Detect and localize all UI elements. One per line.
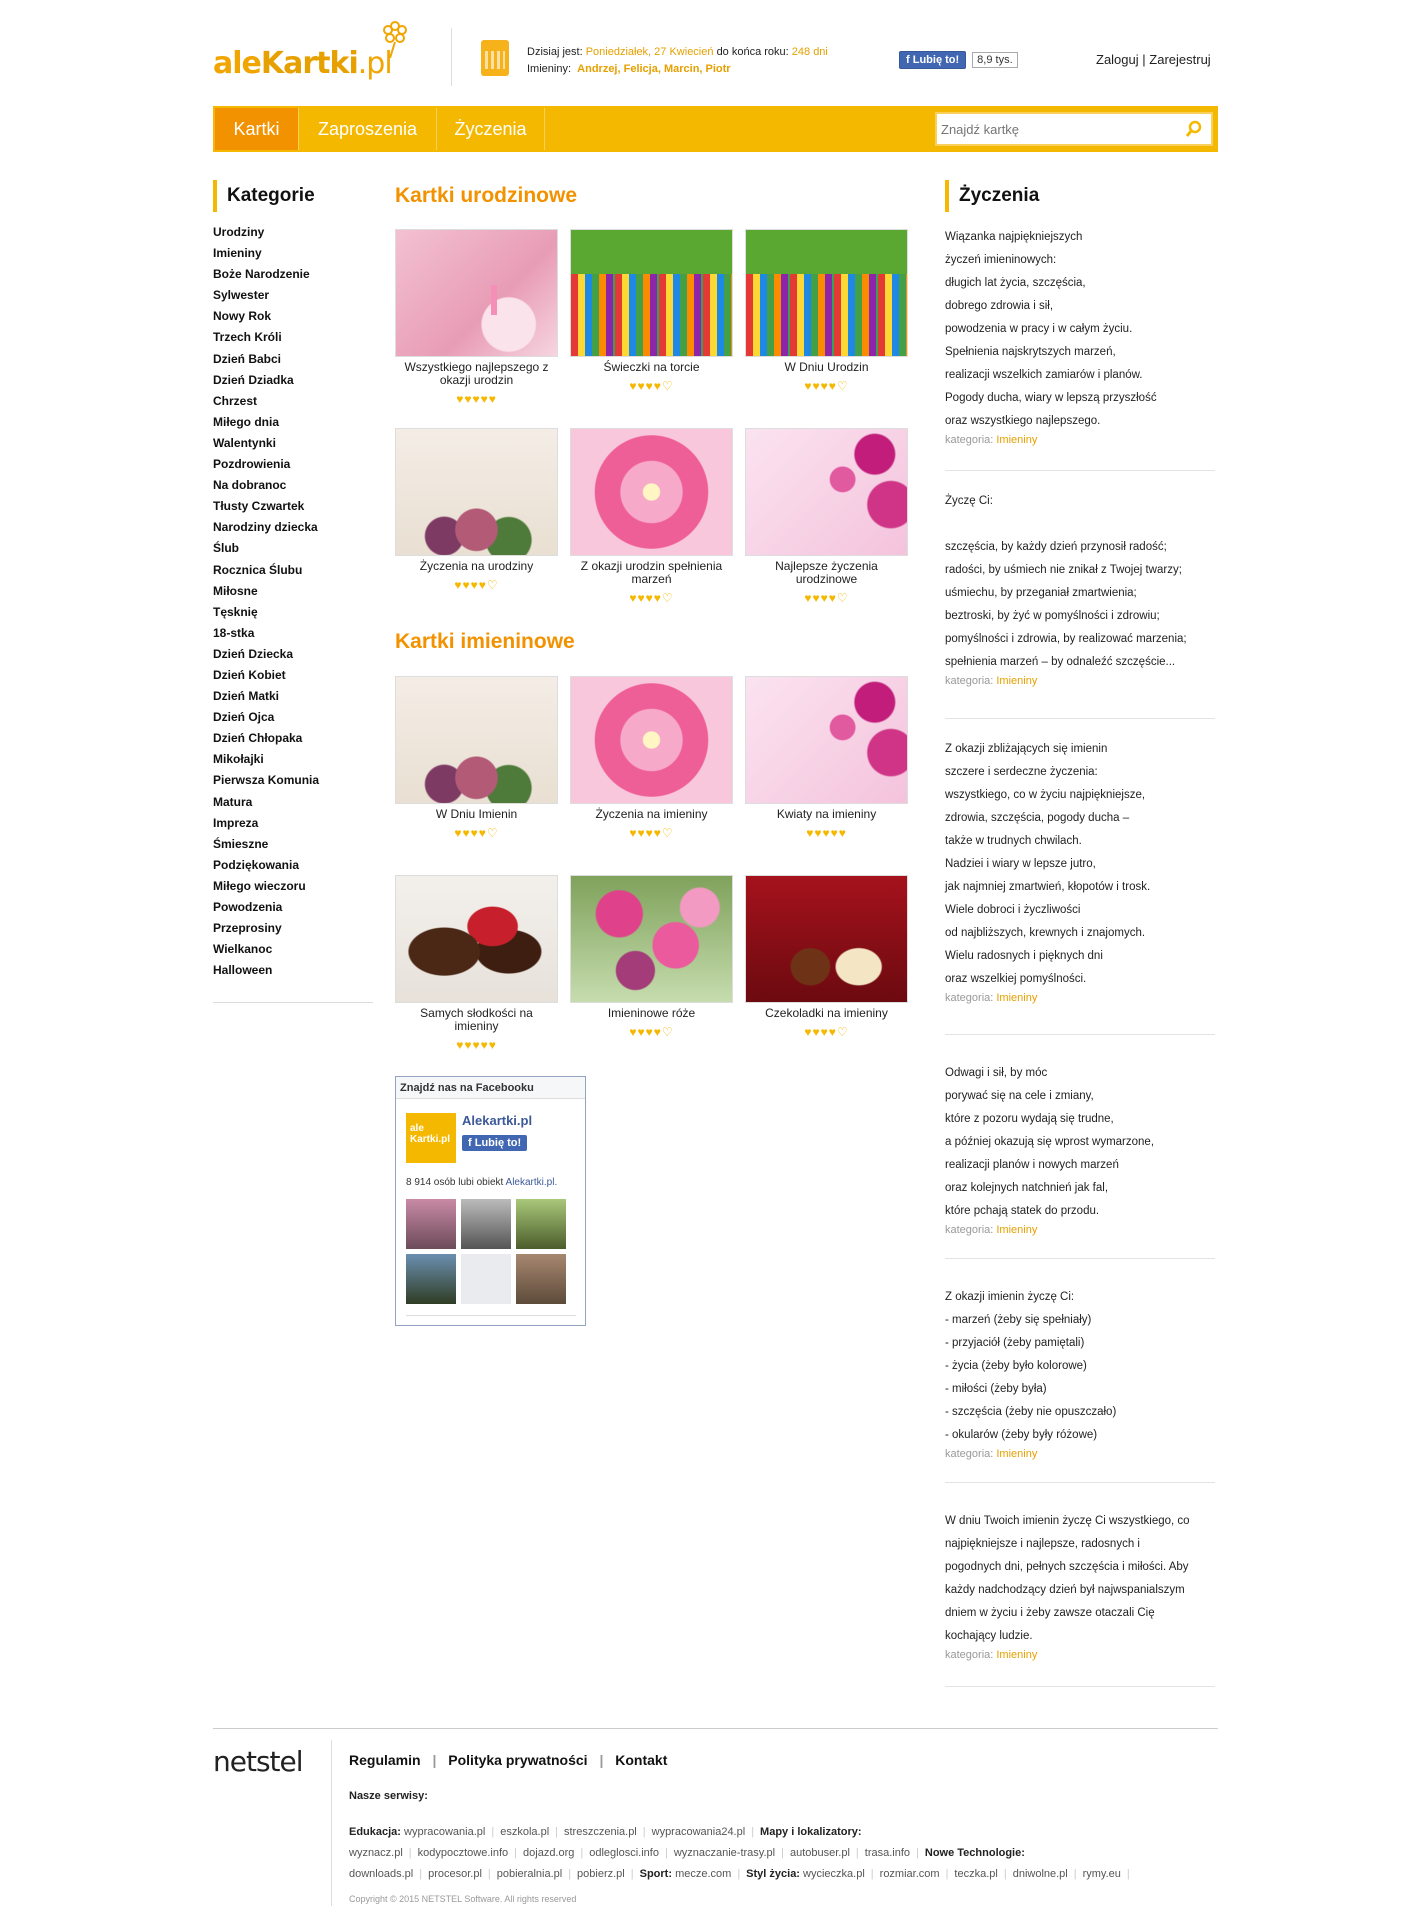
service-link[interactable]: mecze.com [675,1868,732,1880]
category-item[interactable]: Dzień Chłopaka [213,731,303,746]
rating-hearts: ♥♥♥♥♥ [456,1038,497,1052]
category-item[interactable]: Rocznica Ślubu [213,562,303,577]
category-item[interactable]: Boże Narodzenie [213,267,310,282]
card-thumbnail[interactable] [570,676,733,804]
wish-item [945,1286,1215,1461]
wish-line: powodzenia w pracy i w całym życiu. [945,323,1133,335]
category-item[interactable]: Miłego wieczoru [213,878,306,893]
service-link[interactable]: dojazd.org [523,1847,575,1859]
card-thumbnail[interactable] [570,875,733,1003]
categories-title: Kategorie [213,180,315,212]
flower-icon [378,18,412,58]
service-link[interactable]: pobieralnia.pl [496,1868,563,1880]
page-avatar[interactable]: ale Kartki.pl [406,1113,456,1163]
service-link[interactable]: odleglosci.info [589,1847,659,1859]
section-title-nameday: Kartki imieninowe [395,630,575,653]
service-link[interactable]: kodypocztowe.info [417,1847,509,1859]
card-thumbnail[interactable] [745,428,908,556]
wish-category: kategoria: Imieniny [945,1448,1038,1460]
wish-line: Wiązanka najpiękniejszych [945,231,1083,243]
wish-category-link[interactable]: Imieniny [996,434,1038,446]
wish-category: kategoria: Imieniny [945,434,1038,446]
card-thumbnail[interactable] [570,229,733,357]
category-item[interactable]: Tłusty Czwartek [213,499,305,514]
card-thumbnail[interactable] [745,676,908,804]
date-info: Dzisiaj jest: Poniedziałek, 27 Kwiecień do końca roku: 248 dni Imieniny: Andrzej, Felicja, Marcin, Piotr [527,46,828,75]
wish-line: beztroski, by żyć w pomyślności i zdrowiu; [945,610,1160,622]
rating-hearts: ♥♥♥♥♥ [456,392,497,406]
logo-text: aleKartki.pl [213,46,392,81]
card-caption[interactable]: Imieninowe róże [607,1006,696,1020]
wish-category-link[interactable]: Imieniny [996,1649,1038,1661]
facebook-icon: f [906,54,913,66]
card-thumbnail[interactable] [745,229,908,357]
fan-avatar[interactable] [406,1199,456,1249]
contact-link[interactable]: Kontakt [615,1752,668,1768]
category-item[interactable]: Nowy Rok [213,309,272,324]
card-item[interactable] [395,875,558,1052]
services-title: Nasze serwisy: [349,1790,428,1802]
category-item[interactable]: Miłego dnia [213,414,279,429]
search-box [935,112,1213,146]
wish-line: Z okazji zbliżających się imienin [945,743,1108,755]
facebook-like-button[interactable]: f Lubię to! [899,51,966,69]
wish-line: Życzę Ci: [945,495,993,507]
card-item[interactable] [395,229,558,406]
service-link[interactable]: downloads.pl [349,1868,414,1880]
wish-category-link[interactable]: Imieniny [996,675,1038,687]
card-item[interactable] [745,428,908,605]
category-item[interactable]: Podziękowania [213,857,300,872]
site-logo[interactable] [213,18,433,82]
footer-links: Regulamin | Polityka prywatności | Kontakt [349,1752,668,1768]
service-link[interactable]: dniwolne.pl [1012,1868,1068,1880]
wish-divider [945,1034,1215,1035]
page-link[interactable]: Alekartki.pl. [505,1177,558,1188]
card-caption[interactable]: Świeczki na torcie [603,360,700,374]
wish-line: spełnienia marzeń – by odnaleźć szczęście... [945,656,1176,668]
card-caption[interactable]: Samych słodkości na imieniny [420,1006,533,1033]
wish-line: - życia (żeby było kolorowe) [945,1360,1087,1372]
service-link[interactable]: wypracowania24.pl [651,1826,746,1838]
tab-kartki[interactable]: Kartki [215,108,299,150]
card-caption[interactable]: Życzenia na urodziny [419,559,534,573]
card-thumbnail[interactable] [395,875,558,1003]
facebook-like-widget[interactable] [899,50,1018,70]
wish-line: oraz wszystkiego najlepszego. [945,415,1101,427]
netstel-logo[interactable]: netstel [213,1745,303,1778]
rating-hearts: ♥♥♥♥♡ [804,1025,849,1039]
wish-category: kategoria: Imieniny [945,1224,1038,1236]
wishes-title: Życzenia [945,180,1039,212]
category-item[interactable]: Dzień Babci [213,351,282,366]
card-thumbnail[interactable] [745,875,908,1003]
wish-category-link[interactable]: Imieniny [996,1224,1038,1236]
wish-line: - miłości (żeby była) [945,1383,1047,1395]
category-item[interactable]: Chrzest [213,393,258,408]
category-item[interactable]: Dzień Dziecka [213,646,294,661]
wish-line: oraz kolejnych natchnień jak fal, [945,1182,1109,1194]
wish-line: Nadziei i wiary w lepsze jutro, [945,858,1096,870]
wish-line: - okularów (żeby były różowe) [945,1429,1098,1441]
card-item[interactable] [570,875,733,1039]
category-item[interactable]: Dzień Dziadka [213,372,294,387]
category-item[interactable]: Na dobranoc [213,478,287,493]
tab-zyczenia[interactable]: Życzenia [437,108,545,150]
wish-line: najpiękniejsze i najlepsze, radosnych i [945,1538,1140,1550]
fan-avatar[interactable] [406,1254,456,1304]
category-item[interactable]: Impreza [213,815,259,830]
wish-line: Pogody ducha, wiary w lepszą przyszłość [945,392,1157,404]
category-item[interactable]: Powodzenia [213,900,283,914]
wish-divider [945,1482,1215,1483]
service-link[interactable]: wypracowania.pl [404,1826,486,1838]
regulamin-link[interactable]: Regulamin [349,1752,421,1768]
wish-item [945,226,1215,447]
wish-line: od najbliższych, krewnych i znajomych. [945,927,1146,939]
wish-line: oraz wszelkiej pomyślności. [945,973,1087,985]
card-caption[interactable]: Z okazji urodzin spełnienia marzeń [580,559,723,586]
wish-category: kategoria: Imieniny [945,1649,1038,1661]
category-item[interactable]: Pozdrowienia [213,457,291,472]
wish-line: pomyślności i zdrowia, by realizować marzenia; [945,633,1187,645]
wish-line: realizacji planów i nowych marzeń [945,1159,1119,1171]
wish-line: pogodnych dni, pełnych szczęścia i miłości. Aby [945,1561,1189,1573]
card-caption[interactable]: Wszystkiego najlepszego z okazji urodzin [404,360,549,387]
category-item[interactable]: 18-stka [213,625,255,640]
wish-line: także w trudnych chwilach. [945,835,1082,847]
wish-divider [945,470,1215,471]
service-link[interactable]: eszkola.pl [500,1826,550,1838]
register-link[interactable]: Zarejestruj [1149,52,1211,67]
service-link[interactable]: autobuser.pl [789,1847,850,1859]
card-thumbnail[interactable] [570,428,733,556]
wish-line: - marzeń (żeby się spełniały) [945,1314,1092,1326]
category-item[interactable]: Wielkanoc [213,942,273,957]
service-link[interactable]: wycieczka.pl [803,1868,865,1880]
category-item[interactable]: Miłosne [213,583,258,598]
card-thumbnail[interactable] [395,229,558,357]
card-item[interactable] [745,676,908,840]
service-group-label: Sport: [639,1868,672,1880]
wish-category: kategoria: Imieniny [945,992,1038,1004]
category-item[interactable]: Śmieszne [213,836,269,851]
card-caption[interactable]: Najlepsze życzenia urodzinowe [775,559,878,586]
service-link[interactable]: wyznacz.pl [349,1847,403,1859]
wish-line: Wiele dobroci i życzliwości [945,904,1081,916]
service-link[interactable]: trasa.info [864,1847,911,1859]
main-nav [213,106,1218,152]
fan-avatar[interactable] [461,1199,511,1249]
wish-item [945,1062,1215,1237]
wish-line [945,513,1215,536]
facebook-box-like-button[interactable]: f Lubię to! [462,1135,527,1151]
copyright: Copyright © 2015 NETSTEL Software. All rights reserved [349,1894,577,1904]
category-item[interactable]: Dzień Ojca [213,710,275,725]
page-name-link[interactable]: Alekartki.pl [462,1113,533,1128]
wish-line: uśmiechu, by przeganiał zmartwienia; [945,587,1137,599]
card-caption[interactable]: W Dniu Imienin [435,807,518,821]
category-item[interactable]: Mikołajki [213,752,264,767]
wish-line: Odwagi i sił, by móc [945,1067,1048,1079]
service-link[interactable]: rymy.eu [1082,1868,1121,1880]
category-item[interactable]: Pierwsza Komunia [213,773,320,788]
card-thumbnail[interactable] [395,428,558,556]
wish-divider [945,1258,1215,1259]
card-item[interactable] [745,229,908,393]
card-item[interactable] [570,428,733,605]
service-group-label: Mapy i lokalizatory: [760,1826,862,1838]
category-item[interactable]: Dzień Kobiet [213,667,286,682]
rating-hearts: ♥♥♥♥♡ [629,379,674,393]
wish-line: W dniu Twoich imienin życzę Ci wszystkiego, co [945,1515,1190,1527]
auth-links: Zaloguj | Zarejestruj [1096,52,1211,67]
sidebar-divider [213,1002,373,1003]
wish-line: które z pozoru wydają się trudne, [945,1113,1114,1125]
category-item[interactable]: Urodziny [213,225,265,239]
category-item[interactable]: Imieniny [213,246,262,261]
category-item[interactable]: Sylwester [213,288,270,303]
service-group-label: Nowe Technologie: [924,1847,1025,1859]
card-caption[interactable]: Czekoladki na imieniny [765,1006,888,1020]
wish-divider [945,1686,1215,1687]
service-link[interactable]: rozmiar.com [879,1868,940,1880]
wish-line: wszystkiego, co w życiu najpiękniejsze, [945,789,1146,801]
card-item[interactable] [570,676,733,840]
wish-line: a później okazują się wprost wymarzone, [945,1136,1155,1148]
category-item[interactable]: Narodziny dziecka [213,520,318,535]
wish-item [945,1510,1215,1662]
facebook-like-count: 8,9 tys. [972,52,1017,68]
rating-hearts: ♥♥♥♥♡ [629,1025,674,1039]
wish-line: Wielu radosnych i pięknych dni [945,950,1103,962]
footer-vertical-divider [331,1740,332,1906]
wish-line: jak najmniej zmartwień, kłopotów i trosk. [945,881,1151,893]
wish-line: realizacji wszelkich zamiarów i planów. [945,369,1143,381]
wish-line: szczere i serdeczne życzenia: [945,766,1098,778]
services-list: Edukacja: wypracowania.pl | eszkola.pl | streszczenia.pl | wypracowania24.pl | Mapy i lokalizatory: wyznacz.pl | kodypocztowe.info | dojazd.org | odleglosci.info | wyznaczanie-trasy.pl | autobuser.pl | trasa.info | Nowe Technologie: downloads.pl | procesor.pl | pobieralnia.pl | pobierz.pl | Sport: mecze.com | Styl życia: wycieczka.pl | rozmiar.com | teczka.pl | dniwolne.pl | rymy.eu | [349,1826,1130,1880]
rating-hearts: ♥♥♥♥♡ [454,826,499,840]
card-item[interactable] [395,676,558,840]
search-icon[interactable] [1185,120,1203,138]
wish-line: dniem w życiu i żeby zawsze otaczali Cię [945,1607,1155,1619]
facebook-box-divider [406,1315,576,1316]
wish-line: Z okazji imienin życzę Ci: [945,1291,1075,1303]
wish-line: zdrowia, szczęścia, pogody ducha – [945,812,1130,824]
fan-avatar[interactable] [516,1254,566,1304]
wish-line: szczęścia, by każdy dzień przynosił radość; [945,541,1167,553]
wish-line: - przyjaciół (żeby pamiętali) [945,1337,1085,1349]
fan-avatar[interactable] [461,1254,511,1304]
privacy-link[interactable]: Polityka prywatności [448,1752,588,1768]
wish-category: kategoria: Imieniny [945,675,1038,687]
wish-line: każdy nadchodzący dzień był najwspanialszym [945,1584,1185,1596]
category-item[interactable]: Walentynki [213,435,276,450]
service-group-label: Styl życia: [746,1868,800,1880]
rating-hearts: ♥♥♥♥♡ [629,826,674,840]
wish-line: życzeń imieninowych: [945,254,1057,266]
wish-category-link[interactable]: Imieniny [996,992,1038,1004]
wish-line: Spełnienia najskrytszych marzeń, [945,346,1116,358]
tab-zaproszenia[interactable]: Zaproszenia [299,108,437,150]
category-item[interactable]: Matura [213,794,253,809]
card-thumbnail[interactable] [395,676,558,804]
facebook-page-box [395,1076,586,1326]
card-item[interactable] [570,229,733,393]
wish-line: dobrego zdrowia i sił, [945,300,1054,312]
rating-hearts: ♥♥♥♥♡ [454,578,499,592]
service-link[interactable]: streszczenia.pl [564,1826,637,1838]
login-link[interactable]: Zaloguj [1096,52,1139,67]
wish-line: które pchają statek do przodu. [945,1205,1100,1217]
card-caption[interactable]: Życzenia na imieniny [595,807,708,821]
card-caption[interactable]: Kwiaty na imieniny [776,807,877,821]
category-item[interactable]: Przeprosiny [213,921,282,936]
wish-line: - szczęścia (żeby nie opuszczało) [945,1406,1117,1418]
facebook-box-title: Znajdź nas na Facebooku [396,1077,585,1099]
rating-hearts: ♥♥♥♥♡ [629,591,674,605]
category-item[interactable]: Ślub [213,541,239,556]
footer-divider [213,1728,1218,1729]
wish-item [945,738,1215,1005]
fans-count: 8 914 osób lubi obiekt Alekartki.pl. [406,1177,558,1188]
names-of-day: Andrzej, Felicja, Marcin, Piotr [577,63,731,75]
wish-line: długich lat życia, szczęścia, [945,277,1086,289]
wish-item [945,490,1215,688]
wish-category-link[interactable]: Imieniny [996,1448,1038,1460]
service-link[interactable]: procesor.pl [428,1868,482,1880]
category-item[interactable]: Tęsknię [213,604,258,619]
rating-hearts: ♥♥♥♥♡ [804,591,849,605]
category-item[interactable]: Dzień Matki [213,689,280,704]
wish-line: kochający ludzie. [945,1630,1033,1642]
facebook-icon: f [468,1137,475,1149]
service-group-label: Edukacja: [349,1826,401,1838]
card-item[interactable] [745,875,908,1039]
section-title-birthday: Kartki urodzinowe [395,184,578,207]
service-link[interactable]: pobierz.pl [577,1868,625,1880]
card-item[interactable] [395,428,558,592]
service-link[interactable]: wyznaczanie-trasy.pl [673,1847,776,1859]
wish-line: porywać się na cele i zmiany, [945,1090,1094,1102]
fan-avatar[interactable] [516,1199,566,1249]
wish-divider [945,718,1215,719]
service-link[interactable]: teczka.pl [954,1868,998,1880]
calendar-icon [481,40,509,76]
wish-line: radości, by uśmiech nie znikał z Twojej twarzy; [945,564,1182,576]
category-list [213,224,319,983]
search-input[interactable] [941,118,1171,140]
card-caption[interactable]: W Dniu Urodzin [784,360,869,374]
rating-hearts: ♥♥♥♥♥ [806,826,847,840]
category-item[interactable]: Halloween [213,963,273,978]
category-item[interactable]: Trzech Króli [213,330,282,345]
header-divider [451,28,452,86]
rating-hearts: ♥♥♥♥♡ [804,379,849,393]
